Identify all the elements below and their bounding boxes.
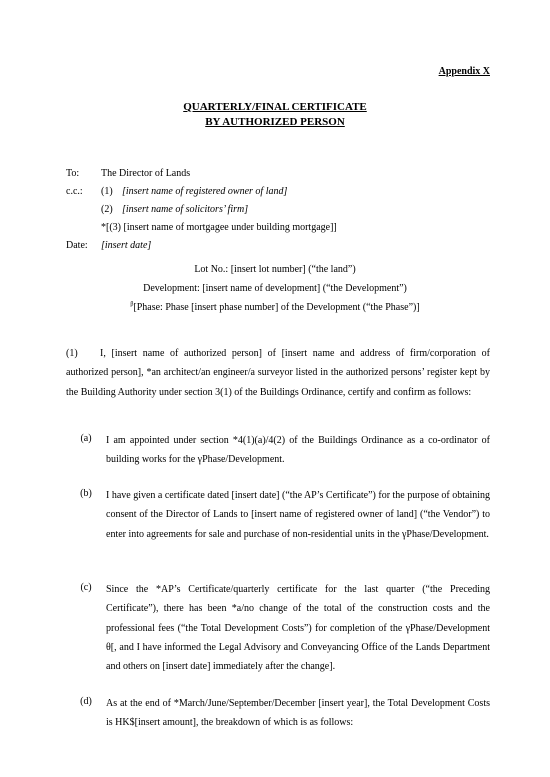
title-line-1: QUARTERLY/FINAL CERTIFICATE	[183, 101, 367, 113]
item-a-label: (a)	[80, 433, 92, 444]
lot-line-1: Lot No.: [insert lot number] (“the land”)	[194, 264, 356, 275]
cc2-row	[66, 202, 496, 220]
paragraph-1-text: I, [insert name of authorized person] of [insert name and address of firm/corporation of authorized person], *an architect/an engineer/a surveyor listed in the authorized persons’ register kept by the Building Authority under section 3(1) of the Buildings Ordinance, certify and confirm as follows:	[66, 348, 490, 398]
lot-line-2: Development: [insert name of development] (“the Development”)	[143, 283, 407, 294]
cc1-num: (1)	[101, 186, 113, 197]
address-block	[66, 166, 496, 256]
title-line-2: BY AUTHORIZED PERSON	[205, 116, 345, 129]
cc2-num: (2)	[101, 204, 113, 215]
date-label: Date:	[66, 240, 88, 251]
beta-marker: β	[130, 301, 134, 308]
lot-line-3	[0, 300, 550, 319]
to-row	[66, 166, 496, 184]
item-a-text: I am appointed under section *4(1)(a)/4(2) of the Buildings Ordinance as a co-ordinator of building works for the γPhase/Development.	[106, 435, 490, 466]
to-value: The Director of Lands	[101, 168, 191, 179]
item-c-label: (c)	[80, 582, 92, 593]
lot-block	[0, 262, 550, 319]
item-b-label: (b)	[80, 488, 92, 499]
date-row	[66, 238, 496, 256]
item-c-text: Since the *AP’s Certificate/quarterly certificate for the last quarter (“the Preceding Certificate”), there has been *a/no change of the total of the construction costs and the professional fees (“the Total Development Costs”) for completion of the γPhase/Development θ[, and I have informed the Legal Advisory and Conveyancing Office of the Lands Department and others on [insert date] immediately after the change].	[106, 584, 490, 673]
paragraph-1-number: (1)	[66, 348, 78, 359]
document-title	[0, 100, 550, 131]
item-d-text: As at the end of *March/June/September/December [insert year], the Total Development Costs is HK$[insert amount], the breakdown of which is as follows:	[106, 698, 490, 729]
cc2-value: [insert name of solicitors’ firm]	[122, 204, 249, 215]
item-b-text: I have given a certificate dated [insert date] (“the AP’s Certificate”) for the purpose of obtaining consent of the Director of Lands to [insert name of registered owner of land] (“the Vendor”) to enter into agreements for sale and purchase of non-residential units in the γPhase/Development.	[106, 490, 491, 540]
item-a	[66, 431, 490, 470]
cc-label: c.c.:	[66, 186, 83, 197]
item-d-label: (d)	[80, 696, 92, 707]
cc1-value: [insert name of registered owner of land]	[122, 186, 288, 197]
paragraph-1	[66, 344, 490, 402]
cc3-value: *[(3) [insert name of mortgagee under building mortgage]]	[101, 222, 337, 233]
to-label: To:	[66, 168, 80, 179]
item-d	[66, 694, 490, 733]
item-b	[66, 486, 490, 544]
cc3-row	[66, 220, 496, 238]
appendix-label: Appendix X	[438, 66, 490, 77]
lot-line-3-text: [Phase: Phase [insert phase number] of the Development (“the Phase”)]	[133, 302, 420, 313]
date-value: [insert date]	[101, 240, 152, 251]
item-c	[66, 580, 490, 676]
cc1-row	[66, 184, 496, 202]
